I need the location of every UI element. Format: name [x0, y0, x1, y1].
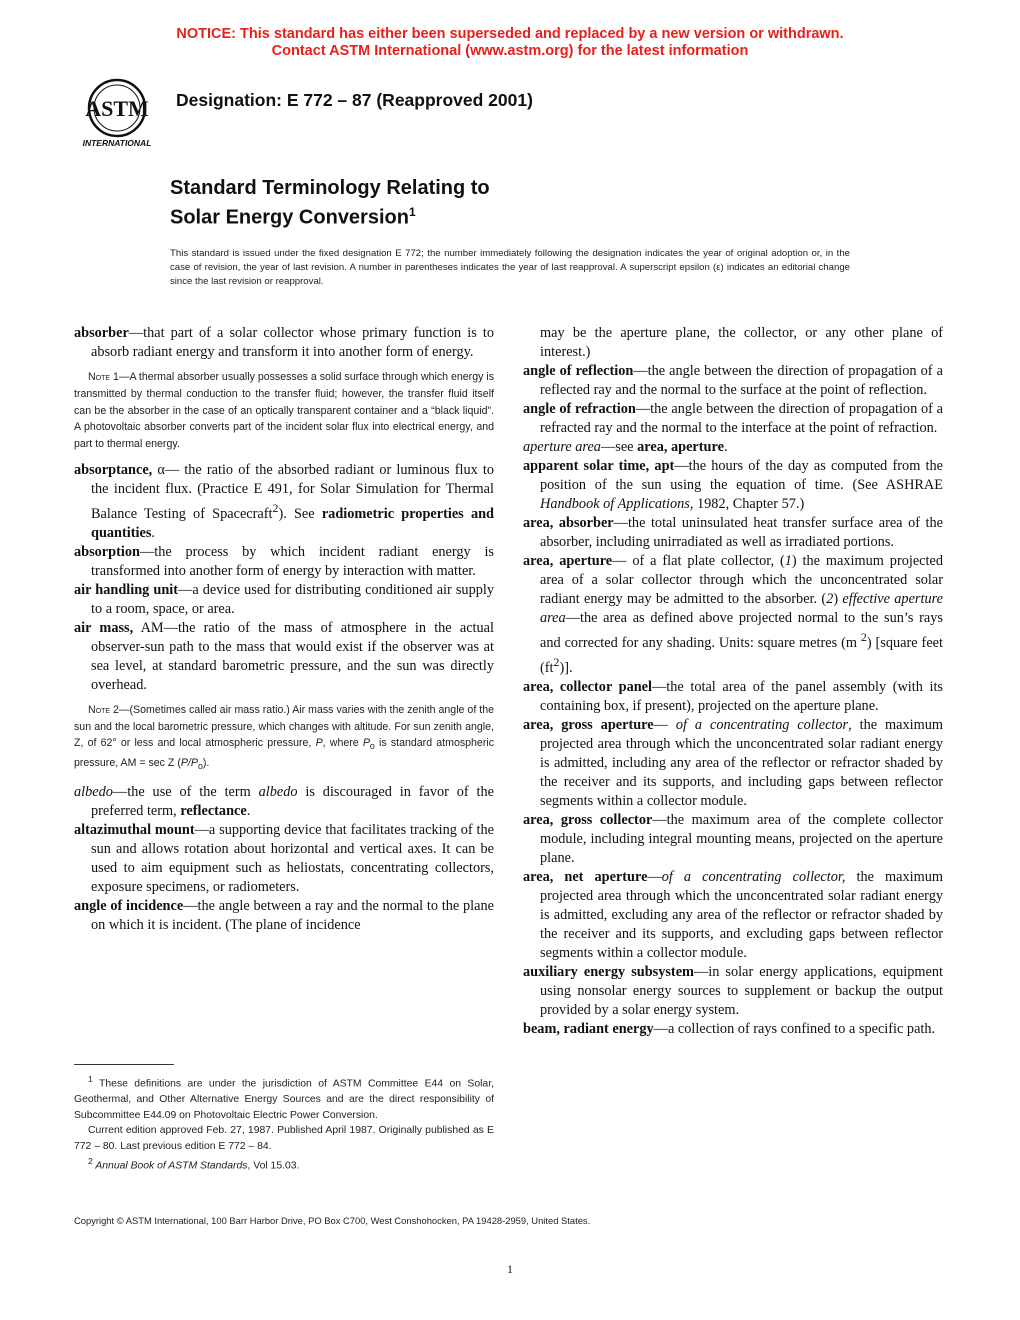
entry-aperture-area: aperture area—see area, aperture.: [523, 439, 728, 455]
entry-absorptance: absorptance, α— the ratio of the absorbed radiant or luminous flux to the incident flux. (Practice E 491, for Solar Simulation for Thermal Balance Testing of Spacecraft$^2$). See radiometric properties and quantities.: [74, 461, 494, 541]
note-2: Note 2—(Sometimes called air mass ratio.) Air mass varies with the zenith angle of the sun and the local barometric pressure, which changes with altitude. For sun zenith angle, Z, of 62° or less and local atmospheric pressure, P, where $P_o$ is standard atmospheric pressure, AM = sec Z $(P/P_o)$.: [74, 703, 494, 772]
entry-air-handling-unit: air handling unit—a device used for distributing conditioned air supply to a room, space, or area.: [74, 581, 494, 617]
astm-logo: [74, 74, 160, 150]
angle-of-incidence-continued: may be the aperture plane, the collector, or any other plane of interest.): [540, 325, 943, 360]
entry-absorption: absorption—the process by which incident radiant energy is transformed into another form of energy by interaction with matter.: [74, 543, 494, 579]
entry-angle-of-incidence: angle of incidence—the angle between a ray and the normal to the plane on which it is incident. (The plane of incidence: [74, 898, 494, 934]
right-column: [523, 324, 943, 1039]
title-footnote-mark: 1: [408, 205, 416, 219]
entry-auxiliary-energy-subsystem: auxiliary energy subsystem—in solar energy applications, equipment using nonsolar energy sources to supplement or backup the output provided by a solar energy system.: [523, 963, 944, 1018]
preamble: This standard is issued under the fixed designation E 772; the number immediately following the designation indicates the year of original adoption or, in the case of revision, the year of last revision. A number in parentheses indicates the year of last reapproval. A superscript epsilon (ε) indicates an editorial change since the last revision or reapproval.: [170, 248, 850, 287]
left-column: [74, 324, 494, 935]
logo-letters: ASTM: [85, 96, 149, 121]
notice-line-1: NOTICE: This standard has either been superseded and replaced by a new version or withdrawn.: [176, 26, 844, 42]
title-line-1: Standard Terminology Relating to: [170, 177, 490, 199]
entry-area-collector-panel: area, collector panel—the total area of the panel assembly (with its containing box, if present), projected on the aperture plane.: [523, 678, 943, 714]
page-number: 1: [507, 1262, 513, 1276]
entry-absorber: absorber—that part of a solar collector whose primary function is to absorb radiant energy and transform it into another form of energy.: [74, 325, 494, 360]
footnote-1: $^1$ These definitions are under the jurisdiction of ASTM Committee E44 on Solar, Geothermal, and Other Alternative Energy Sources and are the direct responsibility of Subcommittee E44.09 on Photovoltaic Electric Power Conversion.: [74, 1074, 494, 1121]
logo-caption: INTERNATIONAL: [82, 138, 152, 148]
entry-area-absorber: area, absorber—the total uninsulated heat transfer surface area of the absorber, including unirradiated as well as irradiated portions.: [523, 515, 943, 550]
entry-apparent-solar-time: apparent solar time, apt—the hours of the day as computed from the position of the sun using the equation of time. (See ASHRAE Handbook of Applications, 1982, Chapter 57.): [523, 458, 943, 512]
entry-area-gross-collector: area, gross collector—the maximum area of the complete collector module, including integral mounting means, projected on the aperture plane.: [523, 811, 943, 866]
entry-angle-of-reflection: angle of reflection—the angle between the direction of propagation of a reflected ray and the normal to the surface at the point of reflection.: [523, 363, 943, 398]
notice-line-2: Contact ASTM International (www.astm.org) for the latest information: [271, 43, 749, 59]
withdrawal-notice: [0, 26, 1020, 60]
entry-altazimuthal-mount: altazimuthal mount—a supporting device that facilitates tracking of the sun and allows rotation about horizontal and vertical axes. It can be used to aim equipment such as heliostats, concentrating collectors, exposure specimens, or radiometers.: [74, 822, 494, 896]
designation: Designation: E 772 – 87 (Reapproved 2001): [176, 90, 533, 110]
note-1: Note 1—A thermal absorber usually possesses a solid surface through which energy is transmitted by thermal conduction to the transfer fluid; however, the transfer fluid itself can be the absorber in the case of an optically transparent container and a “black liquid”. A photovoltaic absorber converts part of the incident solar flux into electrical energy, and part to thermal energy.: [74, 371, 494, 451]
copyright: Copyright © ASTM International, 100 Barr Harbor Drive, PO Box C700, West Conshohocken, PA 19428-2959, United States.: [74, 1215, 591, 1226]
entry-angle-of-refraction: angle of refraction—the angle between the direction of propagation of a refracted ray and the normal to the interface at the point of refraction.: [523, 401, 943, 436]
entry-air-mass: air mass, AM—the ratio of the mass of atmosphere in the actual observer-sun path to the mass that would exist if the observer was at sea level, at standard barometric pressure, and the sun was directly overhead.: [74, 619, 494, 693]
entry-albedo: albedo—the use of the term albedo is discouraged in favor of the preferred term, reflectance.: [74, 784, 494, 820]
footnote-1-edition: Current edition approved Feb. 27, 1987. Published April 1987. Originally published as E 772 – 80. Last previous edition E 772 – 84.: [74, 1125, 494, 1152]
document-title: [170, 176, 870, 230]
entry-beam-radiant-energy: beam, radiant energy—a collection of rays confined to a specific path.: [523, 1020, 936, 1037]
footnotes: [74, 1072, 494, 1175]
title-line-2: Solar Energy Conversion$^1$: [170, 205, 416, 229]
entry-area-gross-aperture: area, gross aperture— of a concentrating collector, the maximum projected area through which the unconcentrated solar radiant energy is admitted, including any area of the reflector or refractor shaded by the receiver and its supports, and including gaps between reflector segments within a collector module.: [523, 716, 943, 809]
entry-area-net-aperture: area, net aperture—of a concentrating collector, the maximum projected area through which the unconcentrated solar radiant energy is admitted, excluding any area of the reflector or refractor shaded by the receiver and its supports, and excluding gaps between reflector segments within a collector module.: [523, 868, 943, 961]
footnote-rule: [74, 1064, 174, 1065]
footnote-2: $^2$ Annual Book of ASTM Standards, Vol 15.03.: [88, 1156, 300, 1172]
entry-area-aperture: area, aperture— of a flat plate collector, (1) the maximum projected area of a solar collector through which the unconcentrated solar radiant energy may be admitted to the absorber. (2) effective aperture area—the area as defined above projected normal to the sun’s rays and corrected for any shading. Units: square metres (m $^2$) [square feet $(ft^2)$].: [523, 553, 943, 676]
